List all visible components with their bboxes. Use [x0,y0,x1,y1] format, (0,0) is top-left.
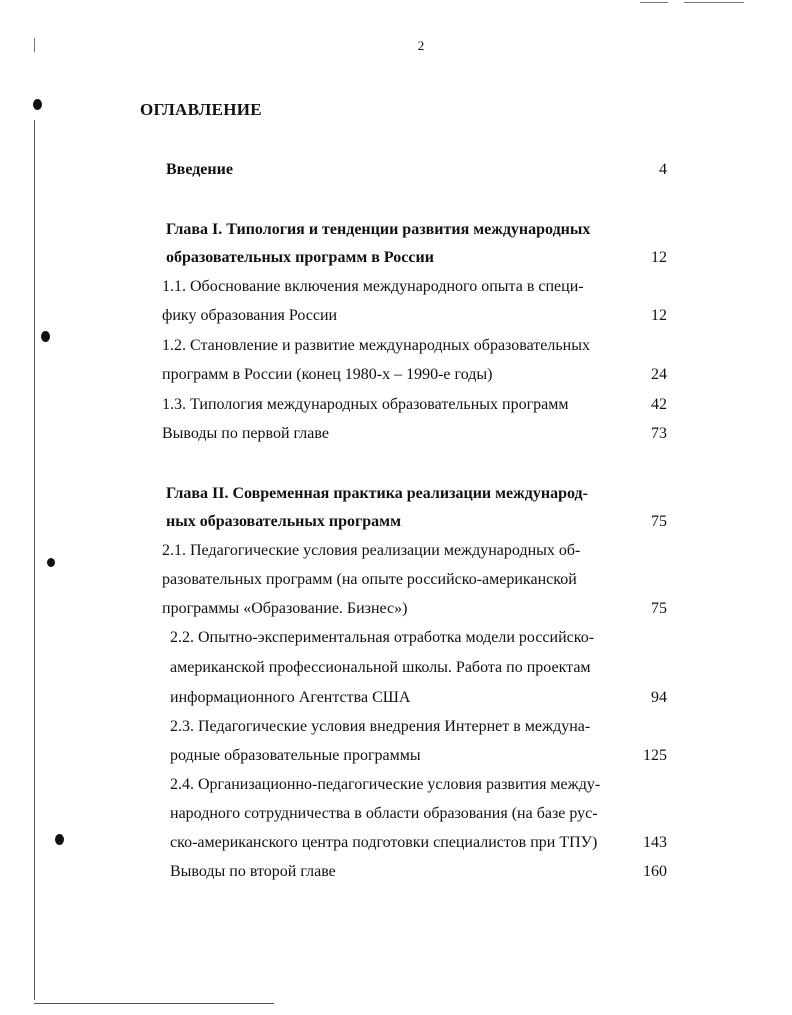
toc-entry-text: Глава I. Типология и тенденции развития международных [166,221,591,238]
toc-entry-text: народного сотрудничества в области образования (на базе рус- [170,805,598,822]
toc-entry-page-number: 75 [651,600,667,617]
toc-entry-text: 1.2. Становление и развитие международных образовательных [162,337,590,354]
toc-entry-page-number: 75 [651,513,667,530]
punch-hole-dot [47,558,55,567]
punch-hole-dot [33,99,42,110]
toc-entry-page-number: 94 [651,689,667,706]
toc-entry-text: 2.4. Организационно-педагогические условия развития между- [170,776,601,793]
toc-entry-page-number: 42 [651,396,667,413]
toc-entry-page-number: 24 [651,366,667,383]
scan-top-dash [684,2,744,3]
toc-entry-text: 2.1. Педагогические условия реализации международных об- [162,542,581,559]
toc-entry-page-number: 125 [643,747,667,764]
toc-entry-text: программы «Образование. Бизнес») [162,600,408,617]
toc-entry-page-number: 143 [643,834,667,851]
scan-margin-line [34,120,35,1000]
toc-entry-text: Выводы по второй главе [170,863,336,880]
toc-entry-text: 2.3. Педагогические условия внедрения Интернет в междуна- [170,718,591,735]
toc-entry-text: 1.3. Типология международных образовательных программ [162,396,569,413]
toc-entry-text: информационного Агентства США [170,689,411,706]
toc-entry-text: Выводы по первой главе [162,425,329,442]
page-number: 2 [417,38,425,53]
toc-entry-text: образовательных программ в России [166,249,434,266]
toc-entry-page-number: 4 [659,161,667,178]
toc-entry-text: Глава II. Современная практика реализации международ- [166,485,588,502]
toc-entry-text: фику образования России [162,307,338,324]
toc-entry-text: родные образовательные программы [170,747,421,764]
toc-entry-text: 2.2. Опытно-экспериментальная отработка модели российско- [170,629,595,646]
toc-entry-text: ных образовательных программ [166,513,401,530]
scan-bottom-line [34,1003,274,1004]
toc-entry-text: разовательных программ (на опыте российско-американской [162,571,577,588]
toc-entry-text: 1.1. Обоснование включения международного опыта в специ- [162,278,584,295]
toc-entry-page-number: 12 [651,249,667,266]
toc-title: ОГЛАВЛЕНИЕ [140,100,262,119]
toc-entry-text: Введение [166,161,233,178]
scan-top-dash [640,2,668,3]
toc-entry-page-number: 12 [651,307,667,324]
toc-entry-page-number: 160 [643,863,667,880]
punch-hole-dot [55,834,64,845]
toc-entry-text: ско-американского центра подготовки специалистов при ТПУ) [170,834,598,851]
toc-entry-text: американской профессиональной школы. Работа по проектам [170,659,591,676]
toc-entry-text: программ в России (конец 1980-х – 1990-е годы) [162,366,493,383]
punch-hole-dot [41,331,50,342]
toc-entry-page-number: 73 [651,425,667,442]
